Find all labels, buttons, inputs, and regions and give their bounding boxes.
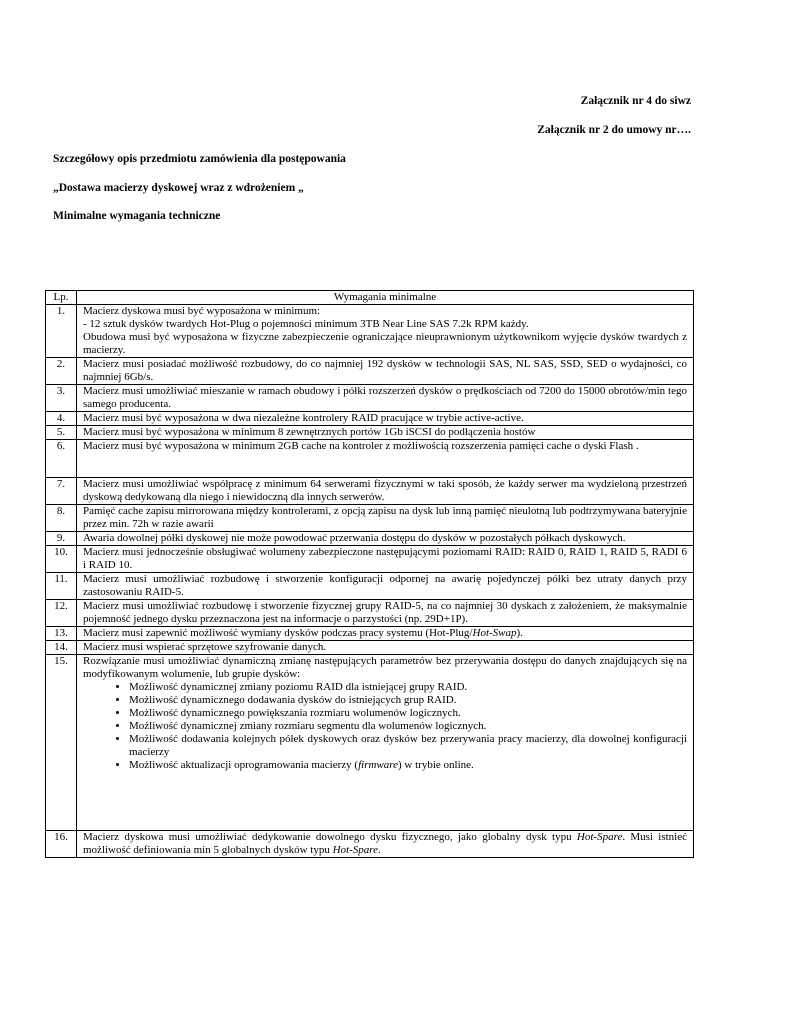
- table-row: [46, 600, 694, 627]
- bullet-item: • Możliwość dodawania kolejnych półek dyskowych oraz dysków bez przerywania pracy macierzy, dla dowolnej konfiguracji macierzy: [129, 733, 687, 759]
- table-row: [46, 412, 694, 426]
- requirement-text: Macierz musi posiadać możliwość rozbudowy, do co najmniej 192 dysków w technologii SAS, NL SAS, SSD, SED o wydajności, co najmniej 6Gb/s.: [77, 358, 694, 385]
- header-lp: Lp.: [46, 291, 77, 305]
- row-number: 15.: [46, 655, 77, 831]
- row-number: 10.: [46, 546, 77, 573]
- row-number: 12.: [46, 600, 77, 627]
- row-number: 4.: [46, 412, 77, 426]
- requirement-text: Macierz dyskowa musi umożliwiać dedykowanie dowolnego dysku fizycznego, jako globalny dysk typu Hot-Spare. Musi istnieć możliwość definiowania min 5 globalnych dysków typu Hot-Spare.: [77, 831, 694, 858]
- requirement-text: Pamięć cache zapisu mirrorowana między kontrolerami, z opcją zapisu na dysk lub inną pamięć nieulotną lub podtrzymywana bateryjnie przez min. 72h w razie awarii: [77, 505, 694, 532]
- table-row: [46, 573, 694, 600]
- requirement-text: Macierz musi być wyposażona w minimum 2GB cache na kontroler z możliwością rozszerzenia pamięci cache o dyski Flash .: [77, 440, 694, 478]
- bullet-item: • Możliwość aktualizacji oprogramowania macierzy (firmware) w trybie online.: [129, 759, 687, 772]
- bullet-item: • Możliwość dynamicznej zmiany poziomu RAID dla istniejącej grupy RAID.: [129, 681, 687, 694]
- requirement-line: Macierz dyskowa musi być wyposażona w minimum:: [83, 305, 321, 317]
- section-title: Minimalne wymagania techniczne: [53, 210, 221, 222]
- annex-siwz-label: Załącznik nr 4 do siwz: [580, 95, 691, 107]
- requirement-text: Macierz musi jednocześnie obsługiwać wolumeny zabezpieczone następującymi poziomami RAID: RAID 0, RAID 1, RAID 5, RADI 6 i RAID 10.: [77, 546, 694, 573]
- requirement-text: Macierz musi być wyposażona w minimum 8 zewnętrznych portów 1Gb iSCSI do podłączenia hostów: [77, 426, 694, 440]
- row-number: 16.: [46, 831, 77, 858]
- table-row: [46, 655, 694, 831]
- requirement-text: Macierz musi być wyposażona w dwa niezależne kontrolery RAID pracujące w trybie active-active.: [77, 412, 694, 426]
- table-row: [46, 831, 694, 858]
- requirement-line: Obudowa musi być wyposażona w fizyczne zabezpieczenie ograniczające nieuprawnionym użytkownikom wyjęcie dysków twardych z macierzy.: [83, 331, 687, 356]
- procurement-name: „Dostawa macierzy dyskowej wraz z wdrożeniem „: [53, 182, 304, 194]
- requirement-text: Macierz musi umożliwiać mieszanie w ramach obudowy i półki rozszerzeń dysków o prędkościach od 7200 do 15000 obrotów/min tego samego producenta.: [77, 385, 694, 412]
- row-number: 1.: [46, 305, 77, 358]
- table-row: [46, 358, 694, 385]
- row-number: 2.: [46, 358, 77, 385]
- requirement-text: Macierz musi umożliwiać współpracę z minimum 64 serwerami fizycznymi w taki sposób, że każdy serwer ma wydzieloną przestrzeń dyskową dedykowaną dla niego i niewidoczną dla innych serwerów.: [77, 478, 694, 505]
- requirement-intro: Rozwiązanie musi umożliwiać dynamiczną zmianę następujących parametrów bez przerywania dostępu do danych znajdujących się na modyfikowanym wolumenie, lub grupie dysków:: [83, 655, 687, 680]
- table-row: [46, 627, 694, 641]
- table-row: [46, 478, 694, 505]
- bullet-item: • Możliwość dynamicznej zmiany rozmiaru segmentu dla wolumenów logicznych.: [129, 720, 687, 733]
- row-number: 8.: [46, 505, 77, 532]
- requirement-text: Awaria dowolnej półki dyskowej nie może powodować przerwania dostępu do dysków w pozostałych półkach dyskowych.: [77, 532, 694, 546]
- row-number: 6.: [46, 440, 77, 478]
- table-row: [46, 305, 694, 358]
- row-number: 9.: [46, 532, 77, 546]
- annex-contract-label: Załącznik nr 2 do umowy nr….: [537, 124, 691, 136]
- bullet-item: • Możliwość dynamicznego dodawania dysków do istniejących grup RAID.: [129, 694, 687, 707]
- requirement-line: - 12 sztuk dysków twardych Hot-Plug o pojemności minimum 3TB Near Line SAS 7.2k RPM każdy.: [83, 318, 529, 330]
- requirement-text: Macierz musi umożliwiać rozbudowę i stworzenie fizycznej grupy RAID-5, na co najmniej 30 dyskach z założeniem, że maksymalnie pojemność jednego dysku przeznaczona jest na informacje o parzystości (np. 29D+1P).: [77, 600, 694, 627]
- requirement-text: Macierz musi zapewnić możliwość wymiany dysków podczas pracy systemu (Hot-Plug/Hot-Swap).: [77, 627, 694, 641]
- requirements-table: [45, 290, 694, 858]
- row-number: 5.: [46, 426, 77, 440]
- table-row: [46, 385, 694, 412]
- row-number: 14.: [46, 641, 77, 655]
- row-number: 7.: [46, 478, 77, 505]
- row-number: 13.: [46, 627, 77, 641]
- requirement-text: [77, 655, 694, 831]
- bullet-list: [83, 681, 687, 772]
- table-row: [46, 505, 694, 532]
- subject-title: Szczegółowy opis przedmiotu zamówienia dla postępowania: [53, 153, 346, 165]
- table-row: [46, 641, 694, 655]
- row-number: 3.: [46, 385, 77, 412]
- table-row: [46, 426, 694, 440]
- requirement-text: Macierz musi umożliwiać rozbudowę i stworzenie konfiguracji odpornej na awarię pojedynczej półki bez utraty danych przy zastosowaniu RAID-5.: [77, 573, 694, 600]
- header-requirements: Wymagania minimalne: [77, 291, 694, 305]
- table-row: [46, 440, 694, 478]
- table-header-row: [46, 291, 694, 305]
- requirement-text: Macierz musi wspierać sprzętowe szyfrowanie danych.: [77, 641, 694, 655]
- bullet-item: • Możliwość dynamicznego powiększania rozmiaru wolumenów logicznych.: [129, 707, 687, 720]
- table-row: [46, 546, 694, 573]
- requirement-text: [77, 305, 694, 358]
- table-row: [46, 532, 694, 546]
- row-number: 11.: [46, 573, 77, 600]
